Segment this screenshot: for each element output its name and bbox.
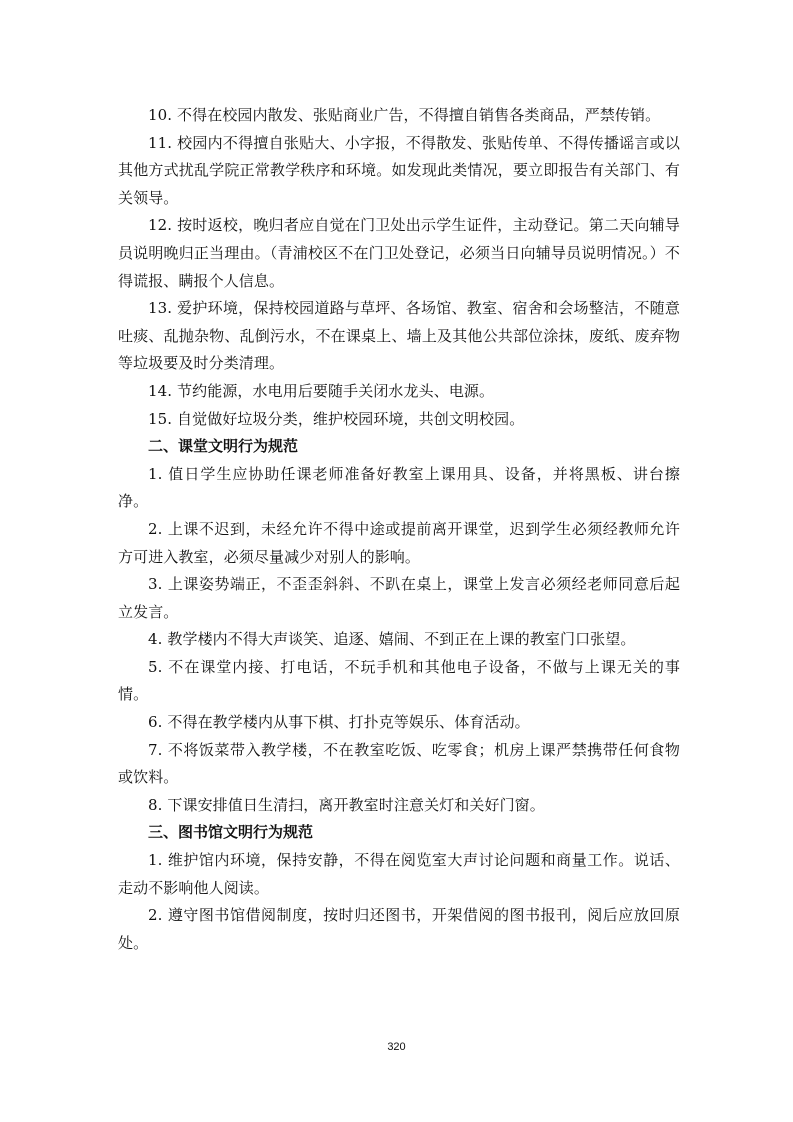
rule-classroom-5: 5. 不在课堂内接、打电话，不玩手机和其他电子设备，不做与上课无关的事情。 <box>118 657 680 704</box>
rule-library-1: 1. 维护馆内环境，保持安静，不得在阅览室大声讨论问题和商量工作。说话、走动不影响他人阅读。 <box>118 851 680 897</box>
page-number: 320 <box>387 1041 406 1053</box>
section-heading-library: 三、图书馆文明行为规范 <box>148 823 314 842</box>
rule-classroom-7: 7. 不将饭菜带入教学楼，不在教室吃饭、吃零食；机房上课严禁携带任何食物或饮料。 <box>118 740 680 787</box>
rule-classroom-6: 6. 不得在教学楼内从事下棋、打扑克等娱乐、体育活动。 <box>148 713 530 732</box>
rule-campus-13: 13. 爱护环境，保持校园道路与草坪、各场馆、教室、宿舍和会场整洁，不随意吐痰、乱抛杂物、乱倒污水，不在课桌上、墙上及其他公共部位涂抹，废纸、废弃物等垃圾要及时分类清理。 <box>118 299 680 373</box>
rule-campus-10: 10. 不得在校园内散发、张贴商业广告，不得擅自销售各类商品，严禁传销。 <box>148 106 661 124</box>
rule-library-2: 2. 遵守图书馆借阅制度，按时归还图书，开架借阅的图书报刊，阅后应放回原处。 <box>118 906 680 952</box>
section-heading-classroom: 二、课堂文明行为规范 <box>148 437 299 456</box>
rule-campus-12: 12. 按时返校，晚归者应自觉在门卫处出示学生证件，主动登记。第二天向辅导员说明晚归正当理由。（青浦校区不在门卫处登记，必须当日向辅导员说明情况。）不得谎报、瞒报个人信息。 <box>118 216 680 290</box>
document-body <box>118 102 680 957</box>
rule-classroom-1: 1. 值日学生应协助任课老师准备好教室上课用具、设备，并将黑板、讲台擦净。 <box>118 464 680 511</box>
rule-classroom-2: 2. 上课不迟到，未经允许不得中途或提前离开课堂，迟到学生必须经教师允许方可进入教室，必须尽量减少对别人的影响。 <box>118 519 680 566</box>
rule-classroom-8: 8. 下课安排值日生清扫，离开教室时注意关灯和关好门窗。 <box>148 795 545 814</box>
rule-classroom-4: 4. 教学楼内不得大声谈笑、追逐、嬉闹、不到正在上课的教室门口张望。 <box>148 630 636 649</box>
rule-campus-14: 14. 节约能源，水电用后要随手关闭水龙头、电源。 <box>148 381 495 400</box>
rule-campus-15: 15. 自觉做好垃圾分类，维护校园环境，共创文明校园。 <box>148 409 525 428</box>
rule-campus-11: 11. 校园内不得擅自张贴大、小字报，不得散发、张贴传单、不得传播谣言或以其他方式扰乱学院正常教学秩序和环境。如发现此类情况，要立即报告有关部门、有关领导。 <box>118 133 680 207</box>
rule-classroom-3: 3. 上课姿势端正，不歪歪斜斜、不趴在桌上，课堂上发言必须经老师同意后起立发言。 <box>118 575 680 621</box>
